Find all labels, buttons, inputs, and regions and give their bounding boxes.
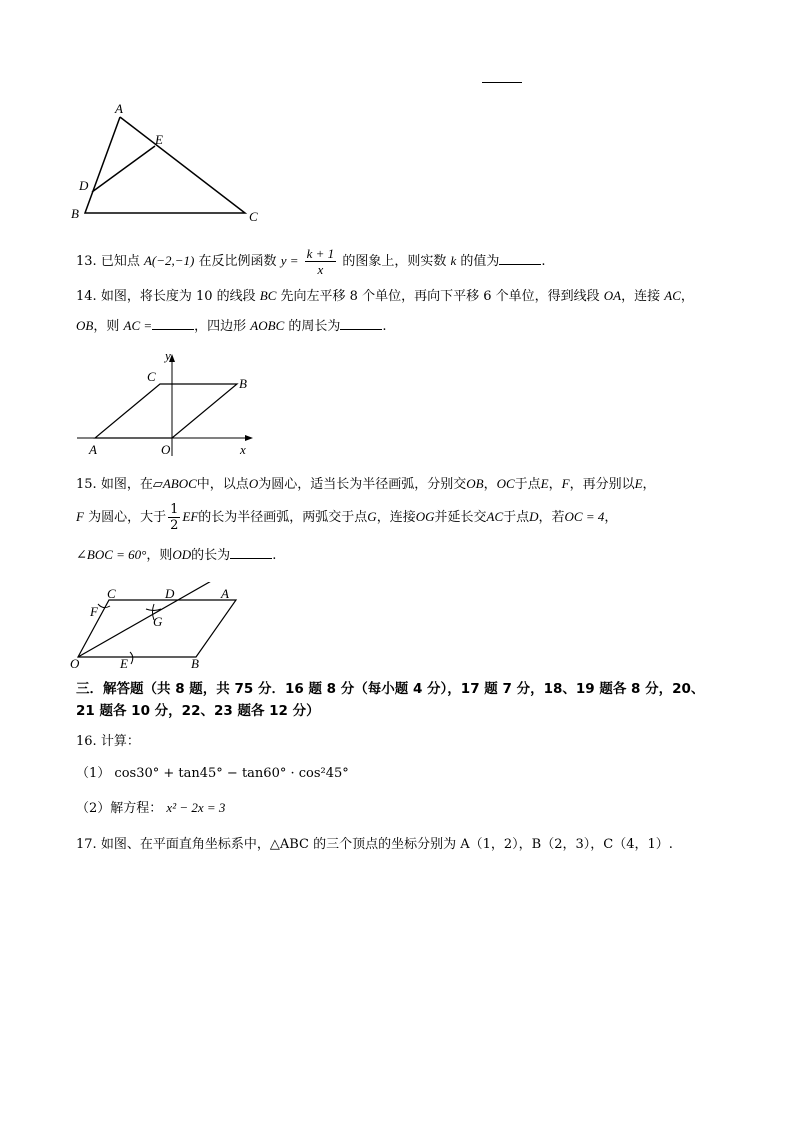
question-15-line3: ∠BOC = 60°，则OD的长为 .	[76, 547, 277, 563]
top-answer-blank	[482, 70, 522, 89]
arc-g-1	[146, 609, 161, 611]
label-d: D	[79, 178, 89, 193]
answer-blank	[340, 317, 382, 330]
label-d: D	[165, 586, 175, 601]
triangle-figure	[65, 95, 275, 225]
coordinate-figure	[75, 348, 265, 460]
question-14-line1: 14. 如图，将长度为 10 的线段 BC 先向左平移 8 个单位，再向下平移 6 个单位，得到线段 OA，连接 AC，	[76, 288, 694, 304]
question-16-part1: （1） cos30° + tan45° − tan60° · cos²45°	[76, 766, 349, 781]
parallelogram-aobc	[95, 384, 237, 438]
parallelogram-figure	[68, 582, 248, 670]
label-a: A	[221, 586, 229, 601]
label-e: E	[120, 656, 128, 670]
label-b: B	[71, 206, 79, 221]
question-15-line1: 15. 如图，在▱ABOC中，以点O为圆心，适当长为半径画弧，分别交OB，OC于点E，F，再分别以E，	[76, 476, 656, 492]
x-axis-arrow	[245, 435, 253, 441]
question-14-line2: OB，则 AC = ，四边形 AOBC 的周长为 .	[76, 318, 387, 334]
label-c: C	[107, 586, 116, 601]
label-c: C	[249, 209, 258, 224]
question-13: 13. 已知点 A(−2,−1) 在反比例函数 y = $\frac{k + 1}{x}$ 的图象上，则实数 k 的值为 .	[76, 246, 546, 277]
answer-blank	[230, 546, 272, 559]
label-g: G	[153, 614, 163, 629]
question-17: 17. 如图、在平面直角坐标系中，△ABC 的三个顶点的坐标分别为 A（1，2），B（2，3），C（4，1）.	[76, 837, 673, 852]
label-b: B	[191, 656, 199, 670]
answer-blank	[499, 252, 541, 265]
arc-e	[130, 652, 133, 664]
label-x: x	[240, 442, 246, 457]
question-15-line2: F 为圆心，大于 $\frac{1}{2}$ EF的长为半径画弧，两弧交于点G，连接OG并延长交AC于点D，若OC = 4，	[76, 502, 618, 533]
fraction-k-plus-1-over-x: $\frac{k + 1}{x}$	[306, 246, 335, 277]
question-16-title: 16. 计算：	[76, 734, 140, 749]
label-b: B	[239, 376, 247, 391]
label-a: A	[115, 101, 123, 116]
question-16-part2: （2）解方程： x² − 2x = 3	[76, 800, 226, 816]
label-y: y	[165, 348, 171, 363]
section-3-heading: 三．解答题（共 8 题，共 75 分．16 题 8 分（每小题 4 分），17 题 7 分，18、19 题各 8 分，20、 21 题各 10 分，22、23 题各 12 分）	[76, 681, 705, 719]
label-c: C	[147, 369, 156, 384]
fraction-one-half: $\frac{1}{2}$	[170, 502, 179, 533]
triangle-abc	[85, 117, 245, 213]
label-f: F	[90, 604, 98, 619]
label-a: A	[89, 442, 97, 457]
label-o: O	[70, 656, 80, 670]
arc-f	[98, 604, 110, 608]
answer-blank	[152, 317, 194, 330]
label-e: E	[155, 132, 163, 147]
label-o: O	[161, 442, 171, 457]
